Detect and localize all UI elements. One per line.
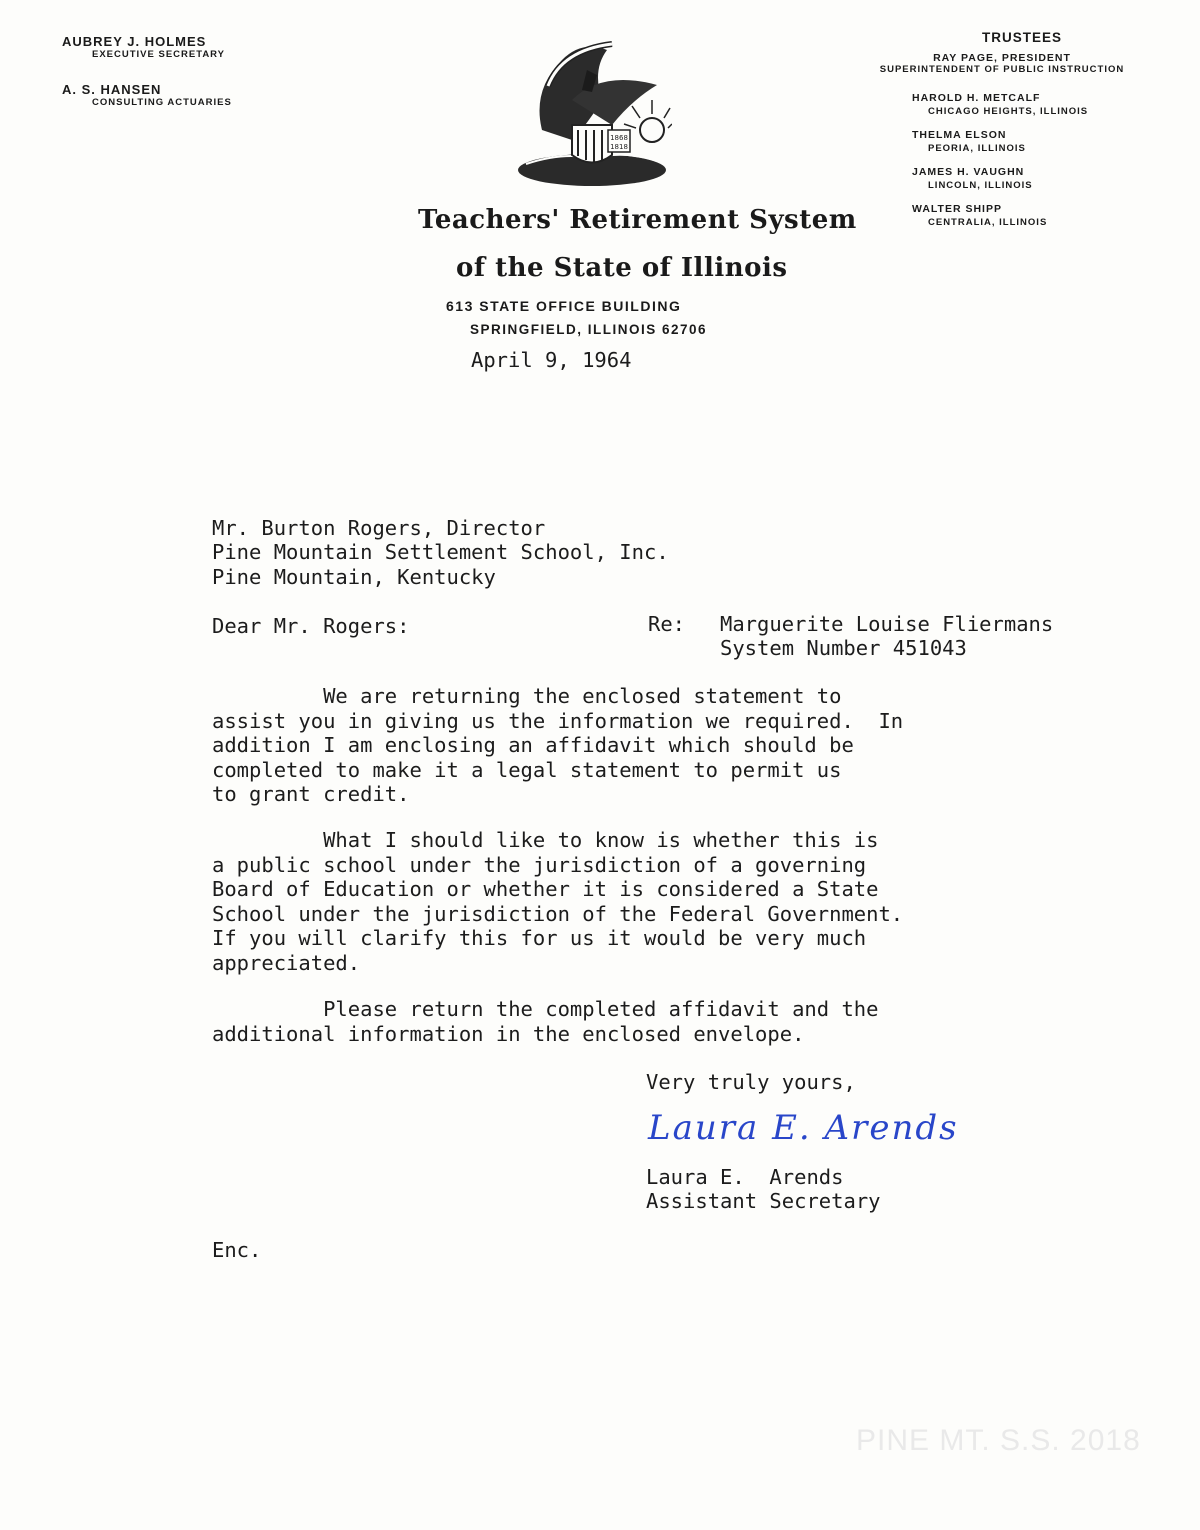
officer-title: CONSULTING ACTUARIES: [92, 97, 232, 108]
trustee-title: SUPERINTENDENT OF PUBLIC INSTRUCTION: [879, 64, 1125, 75]
signer-name: Laura E. Arends: [646, 1165, 844, 1189]
paragraph-line: Board of Education or whether it is considered a State: [212, 877, 879, 901]
recipient-line: Pine Mountain Settlement School, Inc.: [212, 540, 669, 564]
signer-title: Assistant Secretary: [646, 1189, 881, 1213]
paragraph-line: We are returning the enclosed statement to: [212, 684, 842, 708]
address-line1: 613 STATE OFFICE BUILDING: [446, 298, 682, 314]
trustee-name: JAMES H. VAUGHN: [912, 166, 1025, 178]
org-name-line1: Teachers' Retirement System: [418, 205, 857, 235]
paragraph: [212, 684, 903, 807]
re-line: Marguerite Louise Fliermans: [720, 612, 1054, 636]
watermark: PINE MT. S.S. 2018: [856, 1424, 1141, 1457]
letter-date: April 9, 1964: [471, 348, 632, 372]
paragraph-line: additional information in the enclosed envelope.: [212, 1021, 805, 1046]
paragraph-line: appreciated.: [212, 950, 361, 975]
paragraph-line: assist you in giving us the information we required. In: [212, 708, 904, 733]
recipient-line: Mr. Burton Rogers, Director: [212, 516, 546, 540]
org-name-line2: of the State of Illinois: [456, 253, 788, 283]
svg-text:1818: 1818: [610, 143, 628, 151]
trustee-name: WALTER SHIPP: [912, 203, 1002, 215]
state-seal: [512, 30, 672, 190]
trustee-name: HAROLD H. METCALF: [912, 92, 1041, 104]
trustee-title: LINCOLN, ILLINOIS: [928, 180, 1033, 191]
trustee-entry: [862, 53, 1142, 75]
signature: Laura E. Arends: [648, 1108, 959, 1148]
closing: Very truly yours,: [646, 1070, 856, 1094]
address-line2: SPRINGFIELD, ILLINOIS 62706: [470, 322, 708, 337]
trustees-block: [842, 30, 1142, 75]
re-label: Re:: [648, 612, 686, 636]
enclosure-note: Enc.: [212, 1238, 262, 1262]
re-line: System Number 451043: [720, 636, 967, 660]
officer-title: EXECUTIVE SECRETARY: [92, 49, 226, 60]
paragraph-line: addition I am enclosing an affidavit which should be: [212, 733, 854, 757]
paragraph-line: If you will clarify this for us it would be very much: [212, 926, 867, 950]
sun: [640, 118, 664, 142]
svg-text:1868: 1868: [610, 134, 628, 142]
officer-name: A. S. HANSEN: [62, 82, 162, 97]
trustee-title: CHICAGO HEIGHTS, ILLINOIS: [928, 106, 1089, 117]
officer-name: AUBREY J. HOLMES: [62, 34, 207, 49]
trustee-name: THELMA ELSON: [912, 129, 1007, 141]
paragraph-line: to grant credit.: [212, 782, 410, 806]
trustees-heading: TRUSTEES: [981, 30, 1062, 45]
paragraph-line: School under the jurisdiction of the Federal Government.: [212, 901, 904, 926]
paragraph-line: Please return the completed affidavit and the: [212, 997, 879, 1021]
paragraph: [212, 997, 878, 1046]
paragraph-line: What I should like to know is whether this is: [212, 828, 879, 852]
paragraph-line: completed to make it a legal statement to permit us: [212, 757, 842, 782]
paragraph: [212, 828, 903, 975]
trustee-name: RAY PAGE, PRESIDENT: [933, 52, 1071, 64]
salutation: Dear Mr. Rogers:: [212, 614, 410, 638]
trustee-title: CENTRALIA, ILLINOIS: [928, 217, 1048, 228]
trustee-title: PEORIA, ILLINOIS: [928, 143, 1026, 154]
paragraph-line: a public school under the jurisdiction of a governing: [212, 852, 867, 877]
recipient-line: Pine Mountain, Kentucky: [212, 565, 496, 589]
